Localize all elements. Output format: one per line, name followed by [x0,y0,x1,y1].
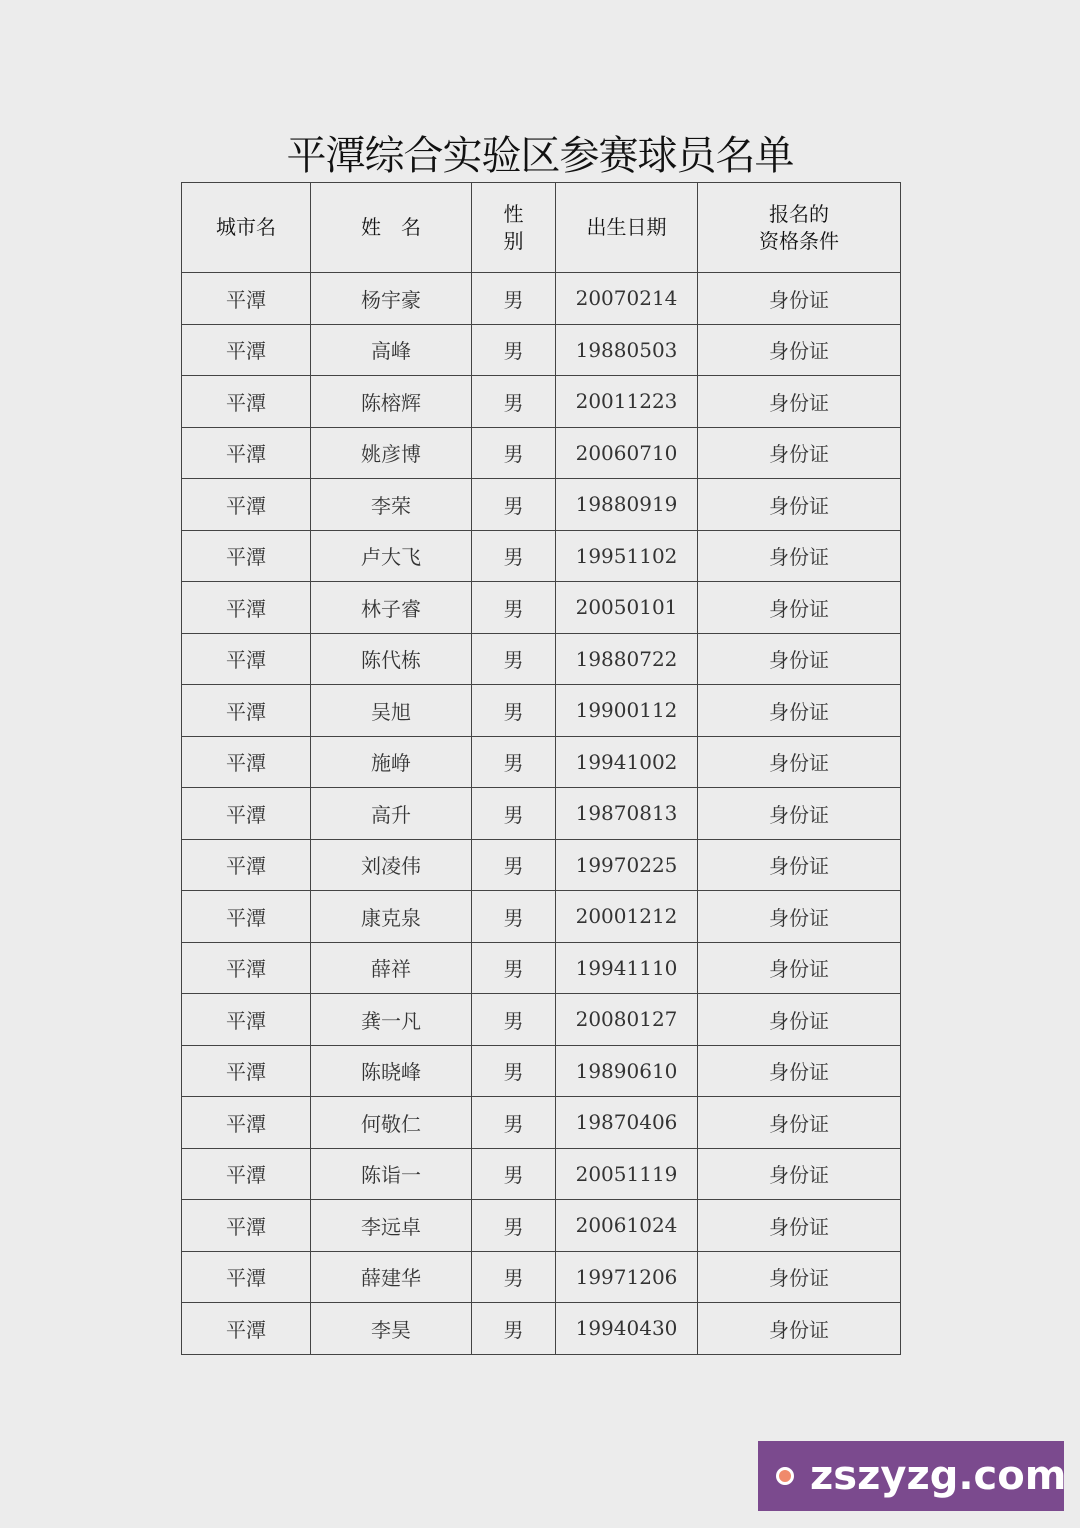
header-eligibility: 报名的 资格条件 [698,183,901,273]
table-row [182,530,901,582]
header-city: 城市名 [182,183,311,273]
circle-dot-icon [776,1467,794,1485]
header-gender: 性 别 [472,183,556,273]
table-row [182,479,901,531]
cell-birthdate: 19890610 [556,1045,698,1097]
cell-gender: 男 [472,376,556,428]
cell-gender: 男 [472,479,556,531]
cell-eligibility: 身份证 [698,685,901,737]
table-row [182,736,901,788]
player-roster-table [181,182,901,1355]
cell-gender: 男 [472,427,556,479]
table-row [182,788,901,840]
cell-eligibility: 身份证 [698,839,901,891]
cell-eligibility: 身份证 [698,633,901,685]
cell-gender: 男 [472,736,556,788]
cell-birthdate: 20070214 [556,273,698,325]
cell-eligibility: 身份证 [698,427,901,479]
cell-city: 平潭 [182,376,311,428]
table-row [182,324,901,376]
cell-eligibility: 身份证 [698,530,901,582]
cell-city: 平潭 [182,1097,311,1149]
cell-name: 薛祥 [311,942,472,994]
cell-eligibility: 身份证 [698,582,901,634]
cell-gender: 男 [472,788,556,840]
cell-name: 李荣 [311,479,472,531]
cell-name: 卢大飞 [311,530,472,582]
cell-eligibility: 身份证 [698,324,901,376]
table-row [182,1148,901,1200]
cell-gender: 男 [472,1303,556,1355]
cell-eligibility: 身份证 [698,479,901,531]
cell-gender: 男 [472,633,556,685]
cell-birthdate: 20050101 [556,582,698,634]
cell-gender: 男 [472,1045,556,1097]
cell-gender: 男 [472,1097,556,1149]
cell-city: 平潭 [182,530,311,582]
cell-gender: 男 [472,891,556,943]
cell-birthdate: 19880722 [556,633,698,685]
cell-birthdate: 19880503 [556,324,698,376]
cell-city: 平潭 [182,994,311,1046]
cell-name: 陈代栋 [311,633,472,685]
table-row [182,685,901,737]
cell-city: 平潭 [182,1200,311,1252]
cell-name: 姚彦博 [311,427,472,479]
header-birthdate: 出生日期 [556,183,698,273]
cell-name: 薛建华 [311,1251,472,1303]
cell-name: 高峰 [311,324,472,376]
table-row [182,839,901,891]
cell-city: 平潭 [182,685,311,737]
cell-eligibility: 身份证 [698,273,901,325]
cell-birthdate: 19880919 [556,479,698,531]
table-row [182,1200,901,1252]
cell-name: 陈榕辉 [311,376,472,428]
cell-birthdate: 19970225 [556,839,698,891]
cell-birthdate: 20080127 [556,994,698,1046]
cell-gender: 男 [472,1200,556,1252]
cell-city: 平潭 [182,1251,311,1303]
cell-city: 平潭 [182,736,311,788]
cell-city: 平潭 [182,273,311,325]
cell-city: 平潭 [182,479,311,531]
cell-name: 陈诣一 [311,1148,472,1200]
table-row [182,273,901,325]
cell-city: 平潭 [182,427,311,479]
cell-eligibility: 身份证 [698,1097,901,1149]
cell-eligibility: 身份证 [698,1045,901,1097]
cell-city: 平潭 [182,324,311,376]
cell-name: 李远卓 [311,1200,472,1252]
cell-gender: 男 [472,324,556,376]
table-row [182,582,901,634]
cell-name: 施峥 [311,736,472,788]
page-title: 平潭综合实验区参赛球员名单 [286,133,794,179]
cell-birthdate: 19941110 [556,942,698,994]
cell-gender: 男 [472,530,556,582]
table-row [182,942,901,994]
table-row [182,891,901,943]
cell-birthdate: 19941002 [556,736,698,788]
cell-city: 平潭 [182,839,311,891]
cell-city: 平潭 [182,633,311,685]
cell-gender: 男 [472,1251,556,1303]
table-row [182,1303,901,1355]
cell-birthdate: 19900112 [556,685,698,737]
cell-eligibility: 身份证 [698,994,901,1046]
table-row [182,427,901,479]
cell-city: 平潭 [182,582,311,634]
table-row [182,994,901,1046]
table-body [182,273,901,1355]
cell-eligibility: 身份证 [698,736,901,788]
cell-city: 平潭 [182,1148,311,1200]
cell-birthdate: 20060710 [556,427,698,479]
cell-birthdate: 19870406 [556,1097,698,1149]
cell-gender: 男 [472,839,556,891]
cell-name: 康克泉 [311,891,472,943]
cell-name: 何敬仁 [311,1097,472,1149]
cell-gender: 男 [472,994,556,1046]
cell-birthdate: 20001212 [556,891,698,943]
cell-gender: 男 [472,273,556,325]
cell-eligibility: 身份证 [698,376,901,428]
cell-birthdate: 19951102 [556,530,698,582]
cell-name: 李昊 [311,1303,472,1355]
cell-name: 陈晓峰 [311,1045,472,1097]
cell-city: 平潭 [182,1303,311,1355]
watermark-text: zszyzg.com [810,1453,1067,1499]
site-watermark [758,1441,1067,1511]
cell-name: 高升 [311,788,472,840]
cell-birthdate: 19940430 [556,1303,698,1355]
cell-city: 平潭 [182,891,311,943]
cell-city: 平潭 [182,1045,311,1097]
cell-eligibility: 身份证 [698,1251,901,1303]
table-row [182,1097,901,1149]
header-name: 姓 名 [311,183,472,273]
table-row [182,1045,901,1097]
cell-birthdate: 19870813 [556,788,698,840]
cell-eligibility: 身份证 [698,1303,901,1355]
cell-name: 杨宇豪 [311,273,472,325]
cell-name: 龚一凡 [311,994,472,1046]
cell-eligibility: 身份证 [698,1148,901,1200]
table-row [182,633,901,685]
cell-city: 平潭 [182,788,311,840]
cell-gender: 男 [472,582,556,634]
cell-gender: 男 [472,1148,556,1200]
table-row [182,376,901,428]
cell-gender: 男 [472,685,556,737]
cell-birthdate: 20061024 [556,1200,698,1252]
cell-name: 刘凌伟 [311,839,472,891]
cell-gender: 男 [472,942,556,994]
table-row [182,1251,901,1303]
cell-name: 吴旭 [311,685,472,737]
cell-birthdate: 19971206 [556,1251,698,1303]
cell-name: 林子睿 [311,582,472,634]
table-header-row [182,183,901,273]
cell-birthdate: 20051119 [556,1148,698,1200]
cell-eligibility: 身份证 [698,942,901,994]
cell-eligibility: 身份证 [698,891,901,943]
cell-birthdate: 20011223 [556,376,698,428]
cell-eligibility: 身份证 [698,1200,901,1252]
cell-eligibility: 身份证 [698,788,901,840]
cell-city: 平潭 [182,942,311,994]
